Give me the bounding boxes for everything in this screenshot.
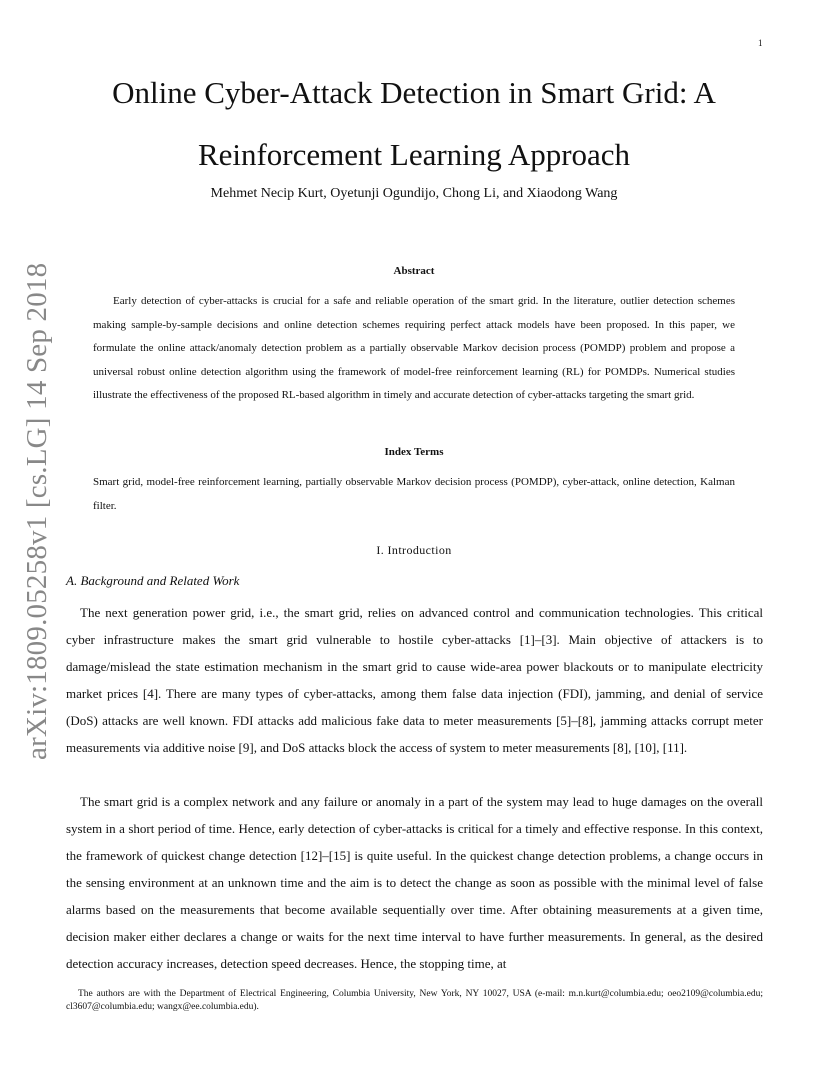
intro-paragraph-2: The smart grid is a complex network and any failure or anomaly in a part of the system may lead to huge damages on the overall system in a short period of time. Hence, early detection of cyber-attacks is critical for a timely and effective response. In this context, the framework of quickest change detection [12]–[15] is quite useful. In the quickest change detection problems, a change occurs in the sensing environment at an unknown time and the aim is to detect the change as soon as possible with the minimal level of false alarms based on the measurements that become available sequentially over time. After obtaining measurements at a given time, decision maker either declares a change or waits for the next time interval to have further measurements. In general, as the desired detection accuracy increases, detection speed decreases. Hence, the stopping time, at [66,794,763,971]
author-list: Mehmet Necip Kurt, Oyetunji Ogundijo, Chong Li, and Xiaodong Wang [210,186,618,201]
title-line-1: Online Cyber-Attack Detection in Smart Grid: A [112,75,716,110]
page-number: 1 [758,38,763,48]
arxiv-stamp: arXiv:1809.05258v1 [cs.LG] 14 Sep 2018 [21,262,53,760]
author-footnote: The authors are with the Department of Electrical Engineering, Columbia University, New York, NY 10027, USA (e-mail: m.n.kurt@columbia.edu; oeo2109@columbia.edu; cl3607@columbia.edu; wangx@ee.columbia.edu). [66,989,763,1012]
index-terms-heading: Index Terms [384,446,444,458]
subsection-heading: A. Background and Related Work [66,573,240,588]
paper-title [60,62,768,186]
abstract-text: Early detection of cyber-attacks is crucial for a safe and reliable operation of the smart grid. In the literature, outlier detection schemes making sample-by-sample decisions and online detection schemes requiring perfect attack models have been proposed. In this paper, we formulate the online attack/anomaly detection problem as a partially observable Markov decision process (POMDP) problem and propose a universal robust online detection algorithm using the framework of model-free reinforcement learning (RL) for POMDPs. Numerical studies illustrate the effectiveness of the proposed RL-based algorithm in timely and accurate detection of cyber-attacks targeting the smart grid. [93,295,735,401]
index-terms-text: Smart grid, model-free reinforcement learning, partially observable Markov decision process (POMDP), cyber-attack, online detection, Kalman filter. [93,476,735,512]
intro-paragraph-1: The next generation power grid, i.e., the smart grid, relies on advanced control and communication technologies. This critical cyber infrastructure makes the smart grid vulnerable to hostile cyber-attacks [1]–[3]. Main objective of attackers is to damage/mislead the state estimation mechanism in the smart grid to cause wide-area power blackouts or to manipulate electricity market prices [4]. There are many types of cyber-attacks, among them false data injection (FDI), jamming, and denial of service (DoS) attacks are well known. FDI attacks add malicious fake data to meter measurements [5]–[8], jamming attacks corrupt meter measurements via additive noise [9], and DoS attacks block the access of system to meter measurements [8], [10], [11]. [66,605,763,755]
introduction-heading: I. Introduction [376,543,452,557]
abstract-heading: Abstract [393,265,435,277]
title-line-2: Reinforcement Learning Approach [197,137,631,172]
